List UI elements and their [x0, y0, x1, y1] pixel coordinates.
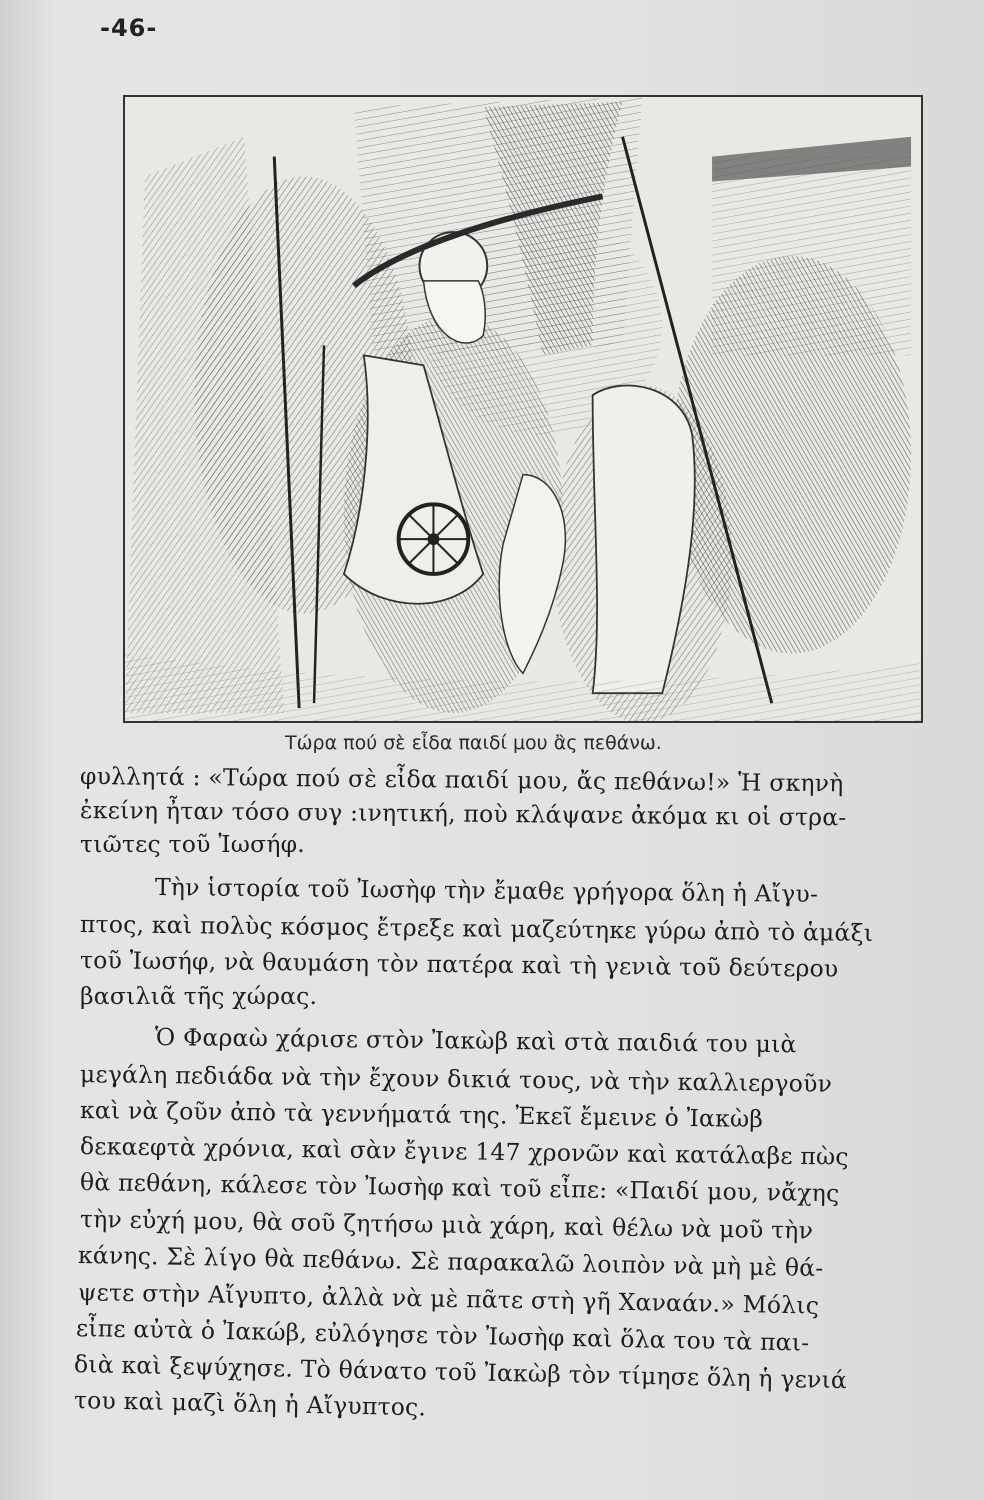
text-line: τοῦ Ἰωσήφ, νὰ θαυμάση τὸν πατέρα καὶ τὴ γενιὰ τοῦ δεύτερου	[79, 946, 839, 983]
text-line: Ὁ Φαραὼ χάρισε στὸν Ἰακὼβ καὶ στὰ παιδιά του μιὰ	[154, 1023, 797, 1059]
text-line: πτος, καὶ πολὺς κόσμος ἔτρεξε καὶ μαζεύτηκε γύρω ἀπὸ τὸ ἁμάξι	[79, 910, 874, 947]
text-line: εἶπε αὐτὰ ὁ Ἰακώβ, εὐλόγησε τὸν Ἰωσὴφ καὶ ὅλα του τὰ παι-	[75, 1314, 810, 1357]
text-line: καὶ νὰ ζοῦν ἀπὸ τὰ γεννήματά της. Ἐκεῖ ἔμεινε ὁ Ἰακὼβ	[79, 1096, 764, 1133]
text-line: του καὶ μαζὶ ὅλη ἡ Αἴγυπτος.	[73, 1386, 427, 1422]
text-line: τιῶτες τοῦ Ἰωσήφ.	[80, 830, 305, 858]
text-line: διὰ καὶ ξεψύχησε. Τὸ θάνατο τοῦ Ἰακὼβ τὸν τίμησε ὅλη ἡ γενιά	[73, 1350, 848, 1395]
illustration-caption: Τώρα πού σὲ εἶδα παιδί μου ἂς πεθάνω.	[285, 732, 662, 754]
text-line: ψετε στὴν Αἴγυπτο, ἀλλὰ νὰ μὲ πᾶτε στὴ γῆ Χαναάν.» Μόλις	[77, 1278, 820, 1320]
text-line: βασιλιᾶ τῆς χώρας.	[80, 982, 318, 1010]
text-line: θὰ πεθάνη, κάλεσε τὸν Ἰωσὴφ καὶ τοῦ εἶπε: «Παιδί μου, νἄχης	[79, 1168, 840, 1208]
text-line: μεγάλη πεδιάδα νὰ τὴν ἔχουν δικιά τους, νὰ τὴν καλλιεργοῦν	[79, 1060, 833, 1098]
text-line: κάνης. Σὲ λίγο θὰ πεθάνω. Σὲ παρακαλῶ λοιπὸν νὰ μὴ μὲ θά-	[77, 1241, 824, 1283]
page-number: -46-	[100, 14, 158, 42]
text-line: τὴν εὐχή μου, θὰ σοῦ ζητήσω μιὰ χάρη, καὶ θέλω νὰ μοῦ τὴν	[79, 1205, 814, 1245]
text-line: ἐκείνη ἦταν τόσο συγ :ινητική, ποὺ κλάψανε ἀκόμα κι οἱ στρα-	[79, 796, 847, 832]
text-line: φυλλητά : «Τώρα πού σὲ εἶδα παιδί μου, ἄς πεθάνω!» Ἡ σκηνὴ	[79, 762, 844, 798]
text-line: δεκαεφτὰ χρόνια, καὶ σὰν ἔγινε 147 χρονῶν καὶ κατάλαβε πὼς	[79, 1132, 849, 1171]
text-line: Τὴν ἱστορία τοῦ Ἰωσὴφ τὴν ἔμαθε γρήγορα ὅλη ἡ Αἴγυ-	[154, 873, 819, 908]
